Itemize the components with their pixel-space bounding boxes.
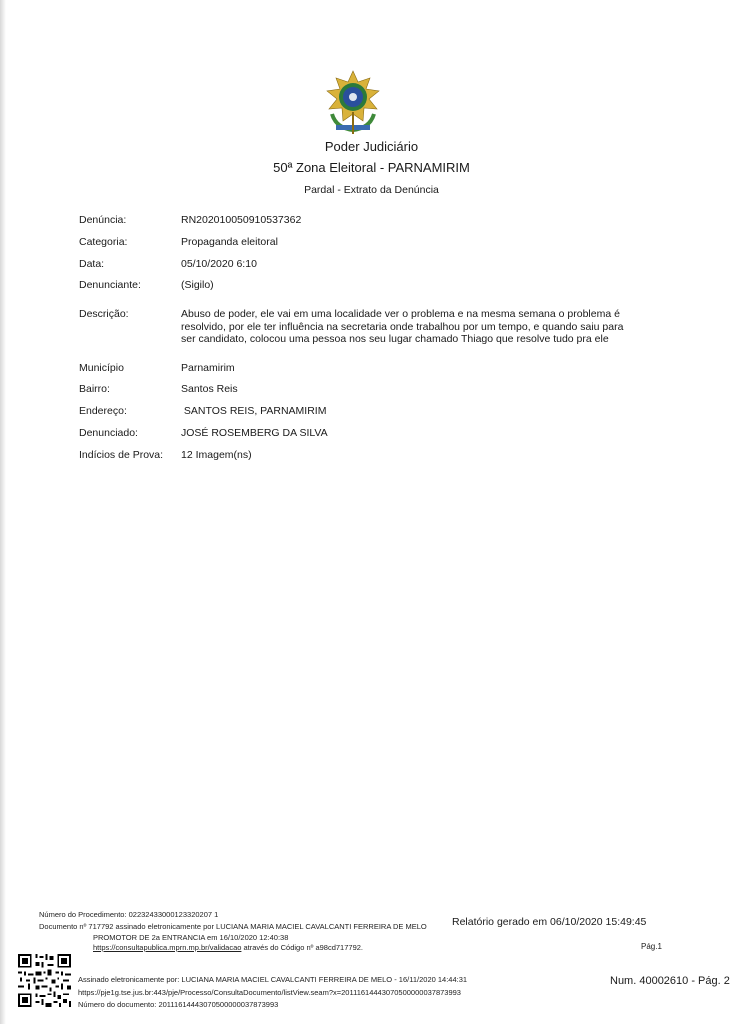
qr-code-icon bbox=[16, 952, 73, 1009]
num-page-stamp: Num. 40002610 - Pág. 2 bbox=[610, 975, 730, 987]
validation-link[interactable]: https://consultapublica.mprn.mp.br/validacao bbox=[93, 943, 242, 952]
validation-line bbox=[93, 943, 363, 952]
institution-heading: Poder Judiciário bbox=[324, 139, 419, 154]
electronic-signature: Assinado eletronicamente por: LUCIANA MARIA MACIEL CAVALCANTI FERREIRA DE MELO - 16/11/2020 14:44:31 bbox=[78, 975, 468, 984]
field-label: Endereço: bbox=[79, 405, 127, 417]
field-label: Denúncia: bbox=[79, 214, 127, 226]
field-label: Categoria: bbox=[79, 236, 128, 248]
field-label: Descrição: bbox=[79, 308, 129, 320]
field-value: Propaganda eleitoral bbox=[181, 236, 278, 248]
procedure-number: Número do Procedimento: 02232433000123320207 1 bbox=[39, 910, 219, 919]
field-label: Município bbox=[79, 362, 124, 374]
field-value: SANTOS REIS, PARNAMIRIM bbox=[181, 405, 327, 417]
field-value: 05/10/2020 6:10 bbox=[181, 258, 257, 270]
page-label: Pág.1 bbox=[641, 942, 662, 951]
field-value: RN202010050910537362 bbox=[181, 214, 302, 226]
field-value: Abuso de poder, ele vai em uma localidade ver o problema e na mesma semana o problema é resolvido, por ele ter influência na secretaria onde trabalhou por um tempo, e quando saiu para ser candidato, colocou uma pessoa nos seu lugar chamado Thiago que resolve tudo pra ele bbox=[181, 308, 624, 345]
validation-code: através do Código nº a98cd717792. bbox=[241, 943, 364, 952]
electoral-zone-heading: 50ª Zona Eleitoral - PARNAMIRIM bbox=[273, 160, 470, 175]
field-value: 12 Imagem(ns) bbox=[181, 449, 252, 461]
signed-document-line: Documento nº 717792 assinado eletronicamente por LUCIANA MARIA MACIEL CAVALCANTI FERREIRA DE MELO bbox=[39, 922, 427, 931]
field-value: Parnamirim bbox=[181, 362, 235, 374]
field-value: JOSÉ ROSEMBERG DA SILVA bbox=[181, 427, 328, 439]
brazil-coat-of-arms-icon bbox=[322, 70, 384, 136]
field-value: Santos Reis bbox=[181, 383, 238, 395]
signer-role: PROMOTOR DE 2a ENTRANCIA em 16/10/2020 12:40:38 bbox=[93, 933, 289, 942]
field-label: Indícios de Prova: bbox=[79, 449, 164, 461]
field-label: Bairro: bbox=[79, 383, 110, 395]
field-label: Data: bbox=[79, 258, 105, 270]
field-label: Denunciado: bbox=[79, 427, 138, 439]
field-label: Denunciante: bbox=[79, 279, 141, 291]
pje-url[interactable]: https://pje1g.tse.jus.br:443/pje/Processo/ConsultaDocumento/listView.seam?x=20111614443070500000037873993 bbox=[78, 988, 461, 997]
document-subtitle: Pardal - Extrato da Denúncia bbox=[304, 184, 439, 196]
field-value: (Sigilo) bbox=[181, 279, 214, 291]
document-number: Número do documento: 20111614443070500000037873993 bbox=[78, 1000, 279, 1009]
report-generated: Relatório gerado em 06/10/2020 15:49:45 bbox=[452, 916, 647, 928]
